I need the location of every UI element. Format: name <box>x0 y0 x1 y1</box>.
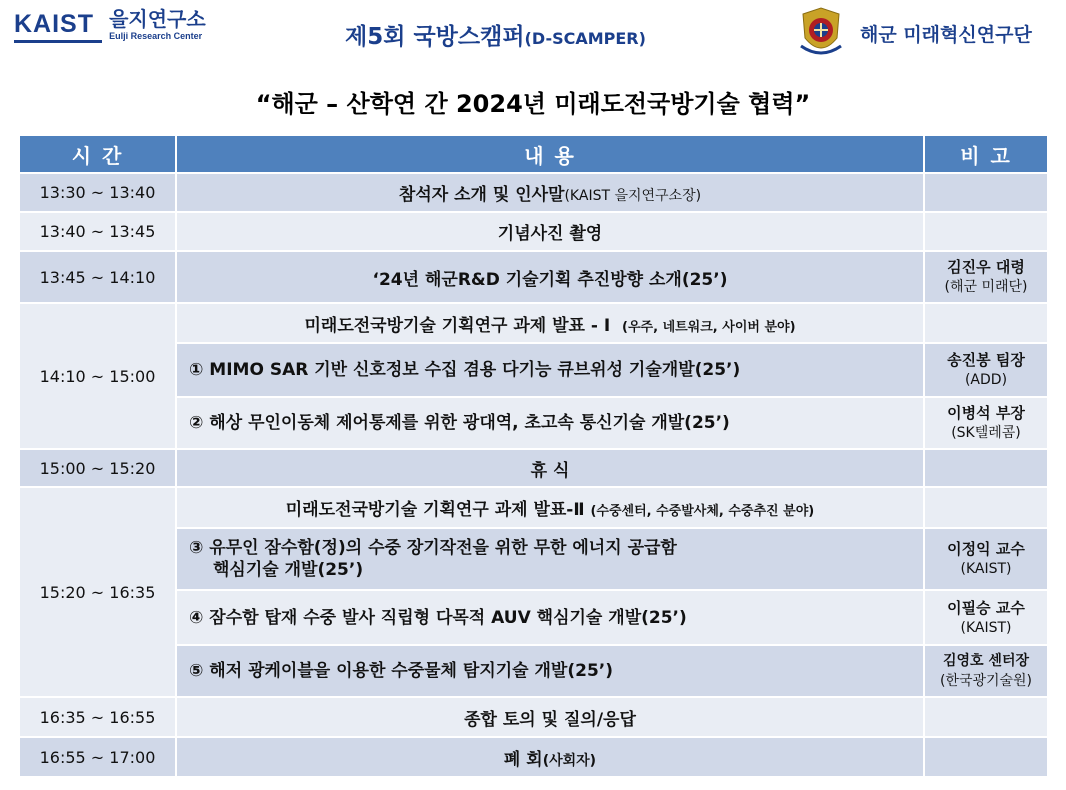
row-content: ⑤ 해저 광케이블을 이용한 수중물체 탐지기술 개발(25’) <box>176 645 924 697</box>
presenter-org: (SK텔레콤) <box>951 425 1021 441</box>
row-content: 휴 식 <box>176 449 924 487</box>
row-note <box>924 487 1048 528</box>
row-content <box>176 737 924 777</box>
kaist-underline <box>14 40 102 43</box>
event-title-main: 제5회 국방스캠퍼 <box>345 24 525 50</box>
center-name-ko: 을지연구소 <box>109 7 206 31</box>
row-time: 13:45 ~ 14:10 <box>19 251 176 303</box>
row-time: 15:20 ~ 16:35 <box>19 487 176 697</box>
row-note <box>924 449 1048 487</box>
item-line-2: 핵심기술 개발(25’) <box>213 560 364 580</box>
header-note: 비 고 <box>924 135 1048 173</box>
row-note <box>924 303 1048 343</box>
kaist-wordmark: KAIST <box>14 10 94 38</box>
row-time: 15:00 ~ 15:20 <box>19 449 176 487</box>
table-row <box>19 251 1048 303</box>
center-name-en: Eulji Research Center <box>109 31 203 41</box>
table-row <box>19 303 1048 343</box>
table-row <box>19 697 1048 737</box>
header-content: 내 용 <box>176 135 924 173</box>
presenter-org: (해군 미래단) <box>944 279 1028 295</box>
row-note <box>924 645 1048 697</box>
row-note <box>924 737 1048 777</box>
table-row <box>19 212 1048 251</box>
row-content: ① MIMO SAR 기반 신호정보 수집 겸용 다기능 큐브위성 기술개발(25’) <box>176 343 924 397</box>
presenter-name: 이정익 교수 <box>947 540 1025 558</box>
row-time: 16:55 ~ 17:00 <box>19 737 176 777</box>
navy-unit-name: 해군 미래혁신연구단 <box>860 24 1032 46</box>
presenter-name: 이병석 부장 <box>947 404 1025 422</box>
section-title: 미래도전국방기술 기획연구 과제 발표 - Ⅰ <box>304 315 611 336</box>
row-time: 14:10 ~ 15:00 <box>19 303 176 449</box>
header-time: 시 간 <box>19 135 176 173</box>
row-note <box>924 251 1048 303</box>
row-content <box>176 528 924 590</box>
page-header <box>0 0 1066 70</box>
section-title: 미래도전국방기술 기획연구 과제 발표-Ⅱ <box>285 500 585 520</box>
table-header-row <box>19 135 1048 173</box>
eulji-center <box>109 8 206 42</box>
section-fields: (수중센터, 수중발사체, 수중추진 분야) <box>590 504 815 519</box>
schedule-table <box>18 134 1049 778</box>
row-note <box>924 590 1048 645</box>
content-sub: (KAIST 을지연구소장) <box>564 188 702 204</box>
section-fields: (우주, 네트워크, 사이버 분야) <box>622 319 796 335</box>
table-row <box>19 173 1048 212</box>
row-note <box>924 528 1048 590</box>
navy-emblem-icon <box>797 6 845 60</box>
table-row <box>19 487 1048 528</box>
presenter-name: 이필승 교수 <box>947 598 1025 617</box>
table-row <box>19 737 1048 777</box>
presenter-org: (ADD) <box>964 372 1008 388</box>
row-content: 종합 토의 및 질의/응답 <box>176 697 924 737</box>
row-content <box>176 173 924 212</box>
presenter-name: 김영호 센터장 <box>942 653 1030 669</box>
content-main: 폐 회 <box>503 749 543 770</box>
presenter-name: 김진우 대령 <box>947 258 1025 276</box>
row-content: ‘24년 해군R&D 기술기획 추진방향 소개(25’) <box>176 251 924 303</box>
row-time: 16:35 ~ 16:55 <box>19 697 176 737</box>
section-header <box>176 303 924 343</box>
row-time: 13:30 ~ 13:40 <box>19 173 176 212</box>
event-title <box>345 18 646 51</box>
row-content: ④ 잠수함 탑재 수중 발사 직립형 다목적 AUV 핵심기술 개발(25’) <box>176 590 924 645</box>
section-header <box>176 487 924 528</box>
kaist-logo <box>14 7 206 42</box>
row-note <box>924 397 1048 449</box>
page-subtitle: “해군 – 산학연 간 2024년 미래도전국방기술 협력” <box>255 90 811 118</box>
row-note <box>924 212 1048 251</box>
row-note <box>924 697 1048 737</box>
presenter-name: 송진봉 팀장 <box>947 351 1025 369</box>
table-row <box>19 449 1048 487</box>
content-sub: (사회자) <box>542 752 597 769</box>
content-main: 참석자 소개 및 인사말 <box>398 185 565 205</box>
item-line-1: ③ 유무인 잠수함(정)의 수중 장기작전을 위한 무한 에너지 공급함 <box>189 538 677 558</box>
presenter-org: (KAIST) <box>960 561 1012 577</box>
row-content: 기념사진 촬영 <box>176 212 924 251</box>
event-title-en: (D-SCAMPER) <box>524 29 646 48</box>
row-time: 13:40 ~ 13:45 <box>19 212 176 251</box>
row-note <box>924 343 1048 397</box>
row-content: ② 해상 무인이동체 제어통제를 위한 광대역, 초고속 통신기술 개발(25’) <box>176 397 924 449</box>
presenter-org: (한국광기술원) <box>939 673 1033 689</box>
row-note <box>924 173 1048 212</box>
presenter-org: (KAIST) <box>960 619 1012 636</box>
